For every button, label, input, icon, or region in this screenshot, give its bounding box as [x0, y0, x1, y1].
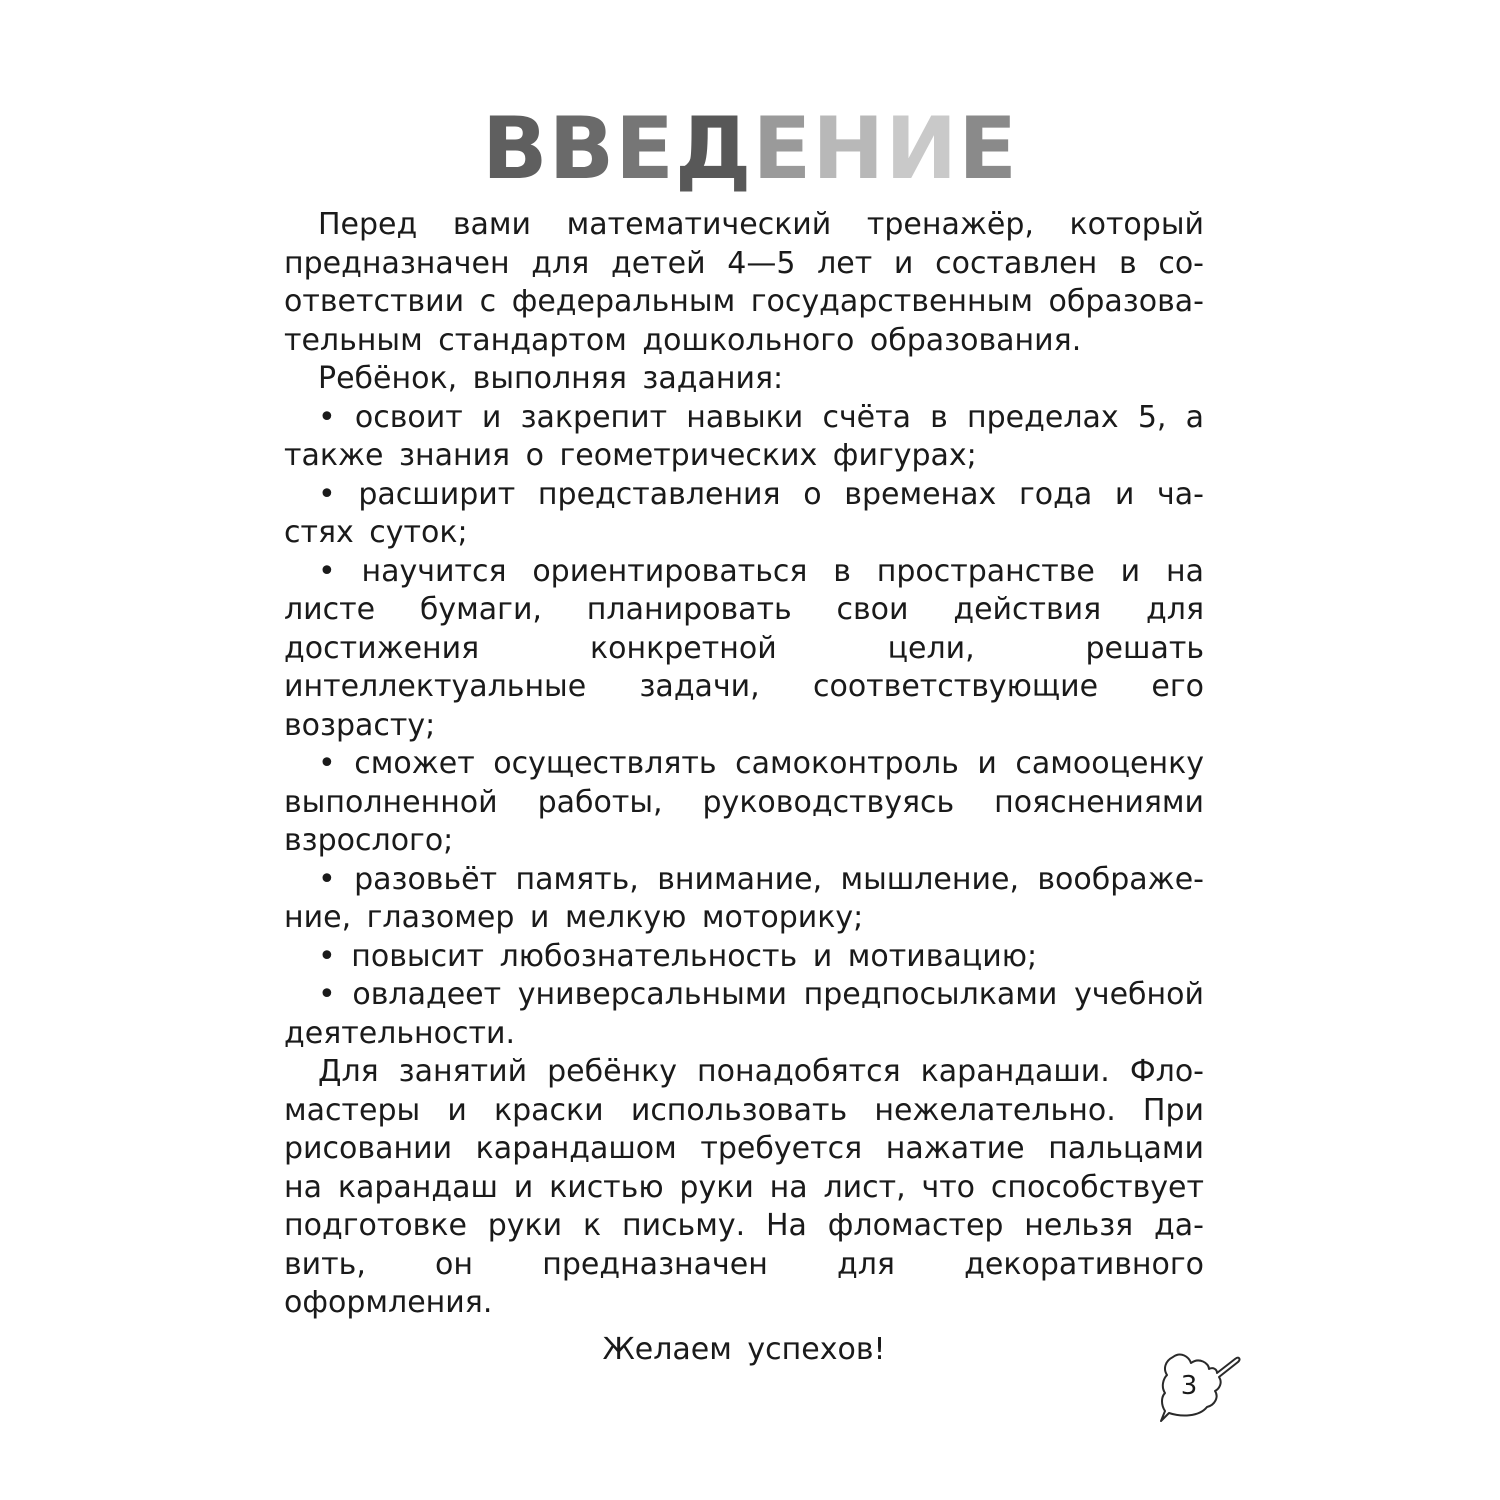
list-item: • сможет осуществлять самоконтроль и самооценку выполненной работы, руководствуясь пояснениями взрослого; [284, 746, 1204, 858]
title-letter: В [548, 99, 616, 199]
list-item: • освоит и закрепит навыки счёта в пределах 5, а также знания о геометрических фигурах; [284, 399, 1204, 473]
wish-text: Желаем успехов! [602, 1331, 886, 1367]
title-letter: Д [674, 99, 753, 199]
list-item: • повысит любознательность и мотивацию; [318, 938, 1038, 974]
list-item: • научится ориентироваться в пространстве и на листе бумаги, планировать свои действия для достижения конкретной цели, решать интеллектуальные задачи, соответствующие его возрасту; [284, 553, 1204, 743]
title-letter: Е [958, 99, 1018, 199]
title-letter: Е [615, 99, 675, 199]
intro-paragraph: Перед вами математический тренажёр, который предназначен для детей 4—5 лет и составлен в соответствии с федеральным государственным образовательным стандартом дошкольного образования. [284, 207, 1204, 358]
title-letter: Н [812, 99, 886, 199]
closing-paragraph: Для занятий ребёнку понадобятся карандаши. Фломастеры и краски использовать нежелательно. При рисовании карандашом требуется нажатие пальцами на карандаш и кистью руки на лист, что способствует подготовке руки к письму. На фломастер нельзя давить, он предназначен для декоративного оформления. [284, 1054, 1204, 1320]
intro-paragraph: Ребёнок, выполняя задания: [318, 361, 784, 396]
list-item: • разовьёт память, внимание, мышление, воображение, глазомер и мелкую моторику; [284, 861, 1204, 935]
list-item: • расширит представления о временах года и частях суток; [284, 476, 1204, 550]
list-item: • овладеет универсальными предпосылками учебной деятельности. [284, 977, 1204, 1051]
title-letter: В [482, 99, 549, 199]
page-number: 3 [1180, 1371, 1198, 1401]
title-letter: И [885, 99, 959, 199]
intro-text [284, 206, 1204, 1369]
title-letter: Е [752, 99, 813, 199]
page-title [0, 99, 1500, 199]
